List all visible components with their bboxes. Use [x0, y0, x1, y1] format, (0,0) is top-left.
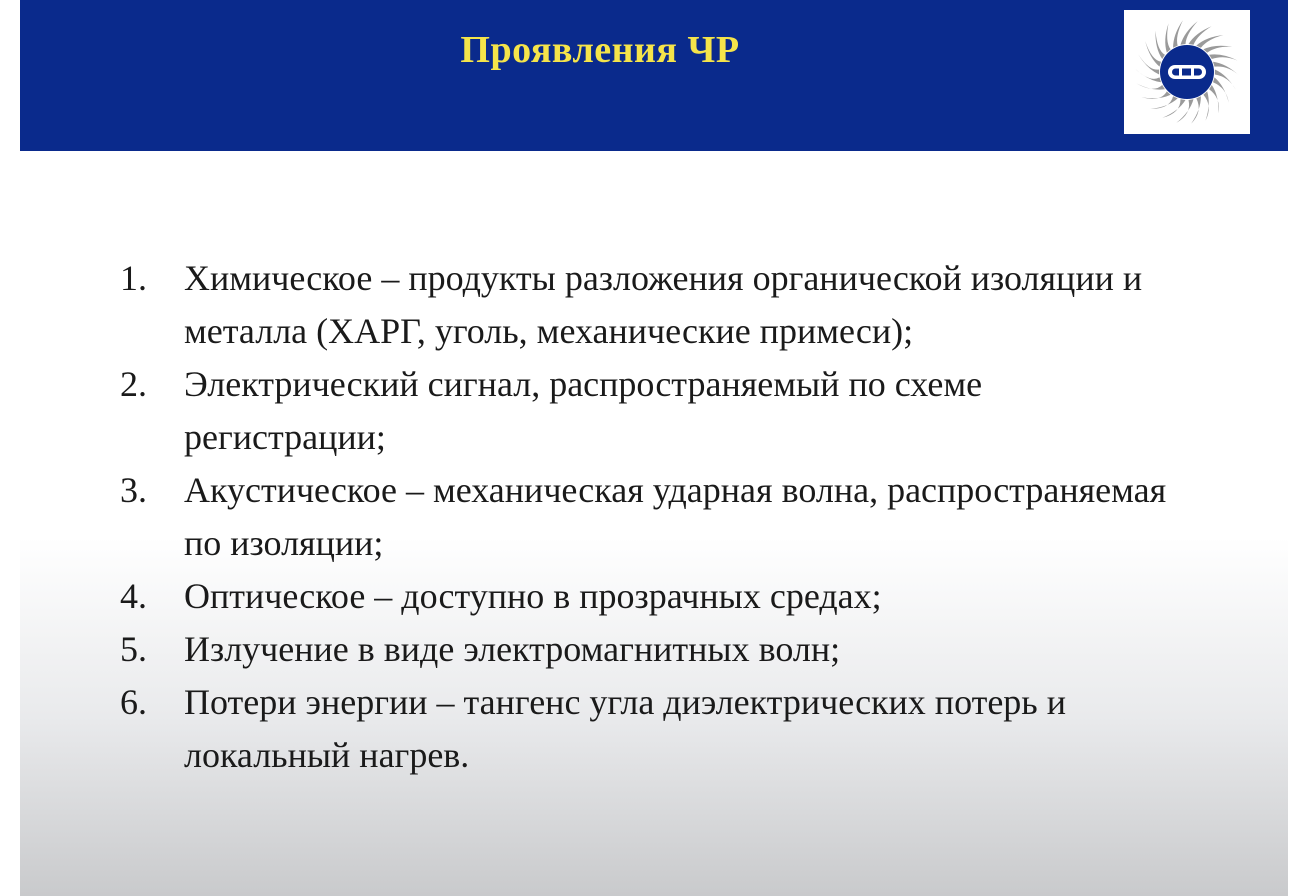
logo-ray — [1209, 85, 1219, 113]
logo-ray — [1138, 54, 1159, 74]
logo-ray — [1145, 41, 1161, 67]
list-item-text: Потери энергии – тангенс угла диэлектрических потерь и локальный нагрев. — [184, 682, 1066, 775]
logo-ray — [1215, 70, 1236, 90]
list-item-number: 6. — [120, 682, 147, 722]
list-item-text: Электрический сигнал, распространяемый по схеме регистрации; — [184, 364, 983, 457]
logo-ray — [1142, 91, 1171, 98]
slide — [20, 0, 1288, 896]
list-item-number: 1. — [120, 258, 147, 298]
logo-ray — [1213, 77, 1229, 103]
header-band — [20, 0, 1288, 151]
list-item-number: 2. — [120, 364, 147, 404]
list-item-text: Акустическое – механическая ударная волна, распространяемая по изоляции; — [184, 470, 1167, 563]
logo-ray — [1176, 99, 1193, 123]
logo-ray — [1136, 83, 1165, 89]
logo-ray — [1209, 54, 1238, 60]
list-item-text: Химическое – продукты разложения органической изоляции и металла (ХАРГ, уголь, механические примеси); — [184, 258, 1143, 351]
list-item — [120, 676, 1180, 782]
list-item — [120, 570, 1180, 623]
list-item — [120, 252, 1180, 358]
logo-ray — [1151, 96, 1178, 109]
slide-title: Проявления ЧР — [460, 29, 740, 71]
logo-ray — [1203, 91, 1208, 120]
logo-ray — [1155, 31, 1164, 59]
logo-ray — [1162, 99, 1185, 118]
list-item-number: 5. — [120, 629, 147, 669]
company-sun-logo-icon — [1124, 10, 1250, 134]
logo-ray — [1165, 23, 1170, 52]
list-item — [120, 358, 1180, 464]
manifestations-list — [120, 252, 1180, 782]
logo-ray — [1203, 46, 1232, 53]
company-logo — [1124, 10, 1250, 134]
list-item-text: Излучение в виде электромагнитных волн; — [184, 629, 841, 669]
list-item-number: 4. — [120, 576, 147, 616]
list-item-number: 3. — [120, 470, 147, 510]
list-item — [120, 623, 1180, 676]
list-item-text: Оптическое – доступно в прозрачных средах; — [184, 576, 882, 616]
logo-ray — [1189, 26, 1212, 45]
list-item — [120, 464, 1180, 570]
